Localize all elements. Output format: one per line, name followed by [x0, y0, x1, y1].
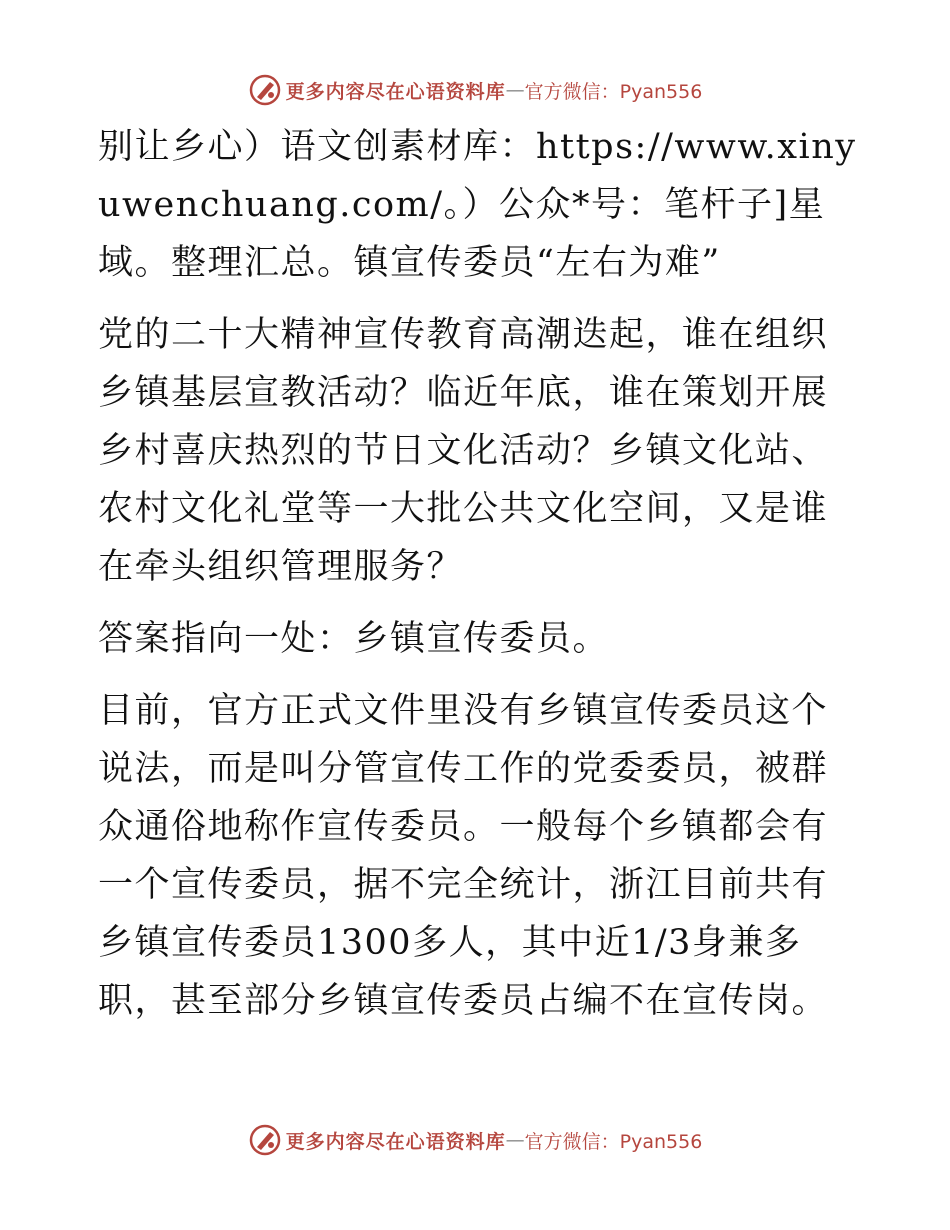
- header-banner: [0, 68, 950, 112]
- paragraph-answer: 答案指向一处：乡镇宣传委员。: [98, 619, 610, 659]
- paragraph-intro: 别让乡心）语文创素材库：https://www.xinyuwenchuang.com/。）公众*号：笔杆子]星域。整理汇总。镇宣传委员“左右为难”: [98, 127, 857, 283]
- banner-separator: —: [505, 79, 525, 101]
- footer-banner: [0, 1118, 950, 1162]
- seal-logo-icon: [248, 1123, 282, 1157]
- banner-title: 更多内容尽在心语资料库: [285, 1130, 506, 1153]
- banner-separator: —: [505, 1129, 525, 1151]
- seal-logo-icon: [248, 73, 282, 107]
- paragraph-questions: 党的二十大精神宣传教育高潮迭起，谁在组织乡镇基层宣教活动？临近年底，谁在策划开展乡村喜庆热烈的节日文化活动？乡镇文化站、农村文化礼堂等一大批公共文化空间，又是谁在牵头组织管理服务？: [98, 315, 829, 587]
- document-body: [98, 118, 858, 1030]
- paragraph-details: 目前，官方正式文件里没有乡镇宣传委员这个说法，而是叫分管宣传工作的党委委员，被群众通俗地称作宣传委员。一般每个乡镇都会有一个宣传委员，据不完全统计，浙江目前共有乡镇宣传委员1300多人，其中近1/3身兼多职，甚至部分乡镇宣传委员占编不在宣传岗。: [98, 691, 829, 1021]
- banner-title: 更多内容尽在心语资料库: [285, 80, 506, 103]
- banner-contact: 官方微信：Pyan556: [524, 80, 703, 103]
- banner-contact: 官方微信：Pyan556: [524, 1130, 703, 1153]
